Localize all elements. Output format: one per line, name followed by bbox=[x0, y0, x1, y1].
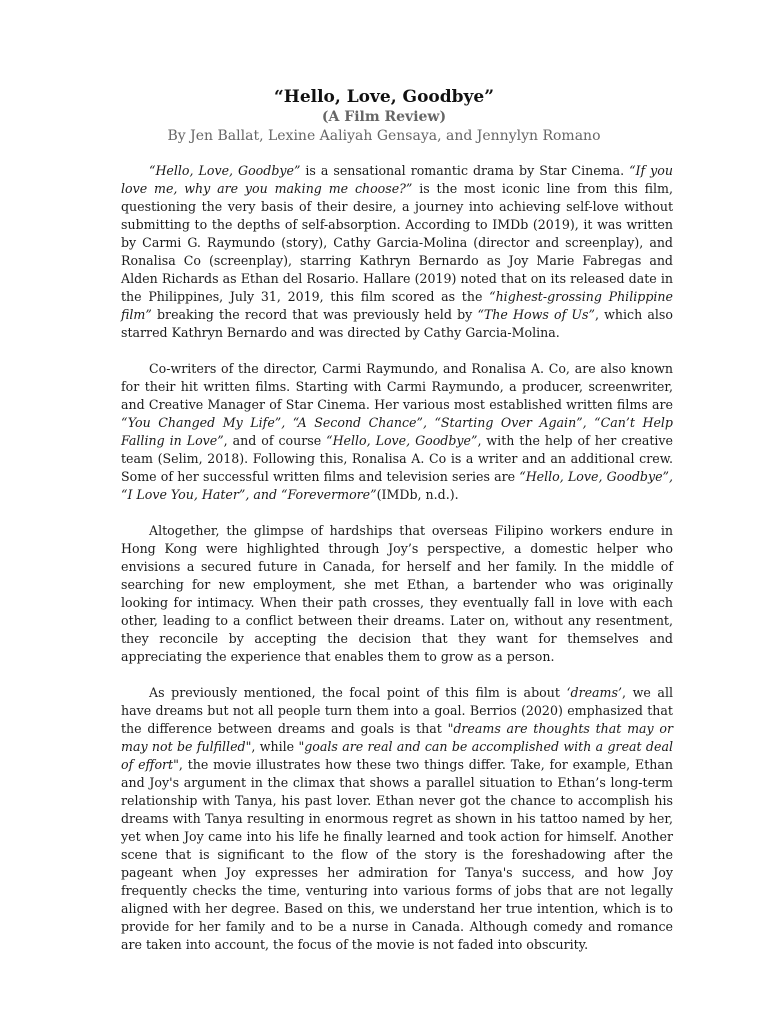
body-text: , we all have dreams but not all people turn them into a goal. Berrios (2020) emphasized that the difference between dreams and goals is that bbox=[121, 685, 673, 736]
body-text: is the most iconic line from this film, questioning the very basis of their desire, a journey into achieving self-love without submitting to the depths of self-absorption. According to IMDb (2019), it was written by Carmi G. Raymundo (story), Cathy Garcia-Molina (director and screenplay), and Ronalisa Co (screenplay), starring Kathryn Bernardo as Joy Marie Fabregas and Alden Richards as Ethan del Rosario. Hallare (2019) noted that on its released date in the Philippines, July 31, 2019, this film scored as the bbox=[121, 181, 673, 304]
italic-text: ‘dreams’ bbox=[566, 685, 622, 700]
body-text: is a sensational romantic drama by Star Cinema. bbox=[300, 163, 630, 178]
document-header bbox=[0, 86, 768, 146]
body-text: As previously mentioned, the focal point of this film is about bbox=[149, 685, 567, 700]
italic-text: “Hello, Love, Goodbye”, “I Love You, Hater”, and “Forevermore” bbox=[121, 469, 673, 502]
italic-text: “Hello, Love, Goodbye” bbox=[149, 163, 301, 178]
body-text: Altogether, the glimpse of hardships that overseas Filipino workers endure in Hong Kong were highlighted through Joy’s perspective, a domestic helper who envisions a secured future in Canada, for herself and her family. In the middle of searching for new employment, she met Ethan, a bartender who was originally looking for intimacy. When their path crosses, they eventually fall in love with each other, leading to a conflict between their dreams. Later on, without any resentment, they reconcile by accepting the decision that they want for themselves and appreciating the experience that enables them to grow as a person. bbox=[121, 523, 673, 664]
body-text: , the movie illustrates how these two things differ. Take, for example, Ethan and Joy's argument in the climax that shows a parallel situation to Ethan’s long-term relationship with Tanya, his past lover. Ethan never got the chance to accomplish his dreams with Tanya resulting in enormous regret as shown in his tattoo named by her, yet when Joy came into his life he finally learned and took action for himself. Another scene that is significant to the flow of the story is the foreshadowing after the pageant when Joy expresses her admiration for Tanya's success, and how Joy frequently checks the time, venturing into various forms of jobs that are not legally aligned with her degree. Based on this, we understand her true intention, which is to provide for her family and to be a nurse in Canada. Although comedy and romance are taken into account, the focus of the movie is not faded into obscurity. bbox=[121, 757, 673, 952]
italic-text: "dreams are thoughts that may or may not be fulfilled" bbox=[121, 721, 673, 754]
author-line: By Jen Ballat, Lexine Aaliyah Gensaya, and Jennylyn Romano bbox=[167, 128, 601, 144]
body-text: , which also starred Kathryn Bernardo and was directed by Cathy Garcia-Molina. bbox=[121, 307, 673, 340]
body-text: , with the help of her creative team (Selim, 2018). Following this, Ronalisa A. Co is a writer and an additional crew. Some of her successful written films and television series are bbox=[121, 433, 673, 484]
italic-text: “highest-grossing Philippine film” bbox=[121, 289, 673, 322]
italic-text: "goals are real and can be accomplished with a great deal of effort" bbox=[121, 739, 673, 772]
italic-text: “You Changed My Life”, “A Second Chance”, “Starting Over Again”, “Can’t Help Falling in Love” bbox=[121, 415, 673, 448]
paragraph-2 bbox=[121, 360, 673, 504]
page-title: “Hello, Love, Goodbye” bbox=[273, 87, 494, 107]
paragraph-4 bbox=[121, 684, 673, 954]
page-subtitle: (A Film Review) bbox=[321, 109, 447, 125]
body-text: , while bbox=[251, 739, 299, 754]
paragraph-3 bbox=[121, 522, 673, 666]
body-text: Co-writers of the director, Carmi Raymundo, and Ronalisa A. Co, are also known for their hit written films. Starting with Carmi Raymundo, a producer, screenwriter, and Creative Manager of Star Cinema. Her various most established written films are bbox=[121, 361, 673, 412]
italic-text: “The Hows of Us” bbox=[477, 307, 595, 322]
italic-text: “Hello, Love, Goodbye” bbox=[326, 433, 478, 448]
italic-text: “If you love me, why are you making me choose?” bbox=[121, 163, 673, 196]
body-text: (IMDb, n.d.). bbox=[376, 487, 459, 502]
paragraph-1 bbox=[121, 162, 673, 342]
body-text: , and of course bbox=[223, 433, 327, 448]
body-text: breaking the record that was previously held by bbox=[151, 307, 478, 322]
review-body bbox=[121, 162, 673, 972]
